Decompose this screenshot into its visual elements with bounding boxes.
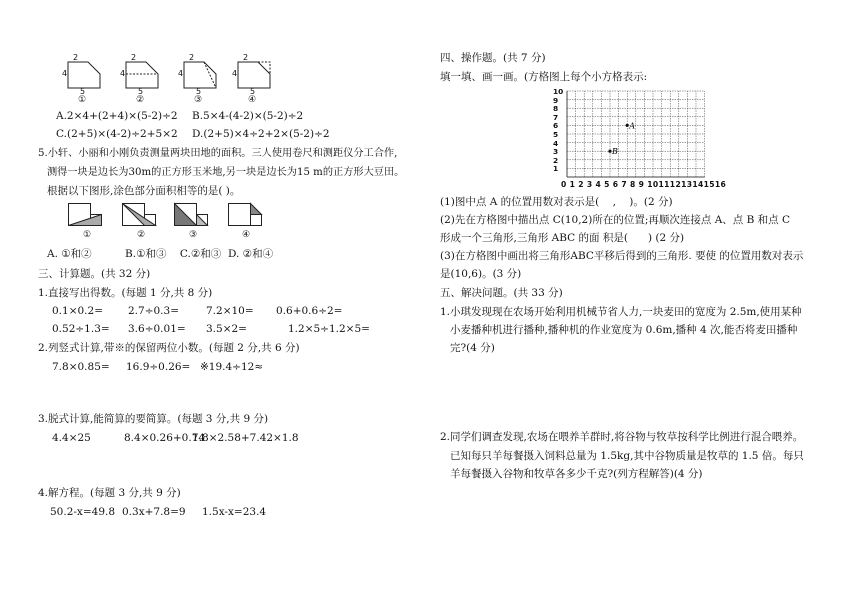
q5-line2: 测得一块是边长为30m的正方形玉米地,另一块是边长为15 m的正方形大豆田。 bbox=[47, 167, 405, 178]
q1-item-6: 3.6÷0.01= bbox=[128, 323, 186, 335]
q5-fig4-label: ④ bbox=[242, 230, 251, 240]
fig1-bottom-dim: 5 bbox=[80, 87, 86, 96]
coordinate-grid bbox=[560, 88, 710, 184]
q2-item-1: 7.8×0.85= bbox=[52, 361, 110, 373]
q5-figure-3 bbox=[174, 203, 218, 227]
sec4-intro: 填一填、画一画。(方格图上每个小方格表示: bbox=[440, 71, 648, 83]
fig4-side-dim: 4 bbox=[232, 69, 238, 78]
op-q2-line1: (2)先在方格图中描出点 C(10,2)所在的位置;再顺次连接点 A、点 B 和点 C bbox=[440, 214, 791, 226]
fig4-bottom-dim: 5 bbox=[250, 87, 256, 96]
sec3-q4-title: 4.解方程。(每题 3 分,共 9 分) bbox=[38, 487, 181, 499]
q2-item-3: ※19.4÷12≈ bbox=[200, 361, 264, 373]
q5-fig1-label: ① bbox=[83, 230, 92, 240]
sec4-title: 四、操作题。(共 7 分) bbox=[440, 52, 546, 64]
y-tick-label: 2 bbox=[553, 155, 559, 165]
q4-option-b: B.5×4-(4-2)×(5-2)÷2 bbox=[192, 110, 304, 122]
y-tick-label: 5 bbox=[553, 130, 559, 139]
p1-line3: 完?(4 分) bbox=[450, 342, 495, 354]
q5-line1: 5.小轩、小丽和小刚负责测量两块田地的面积。三人使用卷尺和测距仪分工合作, bbox=[38, 148, 398, 159]
sec3-q1-title: 1.直接写出得数。(每题 1 分,共 8 分) bbox=[38, 287, 213, 299]
y-tick-label: 7 bbox=[553, 112, 559, 122]
q4-option-a: A.2×4+(2+4)×(5-2)÷2 bbox=[56, 110, 178, 122]
y-tick-label: 6 bbox=[553, 121, 559, 131]
q3-item-3: 1.8×2.58+7.42×1.8 bbox=[192, 432, 299, 444]
fig2-top-dim: 2 bbox=[131, 53, 137, 62]
q5-fig2-label: ② bbox=[137, 230, 146, 240]
fig2-label: ② bbox=[136, 95, 145, 105]
sec3-q3-title: 3.脱式计算,能简算的要简算。(每题 3 分,共 9 分) bbox=[38, 413, 269, 425]
q3-item-1: 4.4×25 bbox=[52, 432, 91, 444]
q4-eq-3: 1.5x-x=23.4 bbox=[202, 506, 267, 518]
q5-figure-2 bbox=[122, 203, 166, 227]
q1-item-7: 3.5×2= bbox=[206, 323, 247, 335]
point-label-b: B bbox=[612, 147, 618, 157]
point-label-a: A bbox=[629, 121, 635, 131]
q1-item-2: 2.7÷0.3= bbox=[128, 305, 179, 317]
q4-option-d: D.(2+5)×4÷2+2×(5-2)÷2 bbox=[192, 128, 330, 140]
fig3-top-dim: 2 bbox=[189, 53, 195, 62]
op-q3-line2: 是(10,6)。(3 分) bbox=[440, 268, 522, 280]
q3-item-2: 8.4×0.26+0.74 bbox=[124, 432, 206, 444]
q5-fig3-label: ③ bbox=[189, 230, 198, 240]
q1-item-8: 1.2×5÷1.2×5= bbox=[288, 323, 370, 335]
op-q2-line2: 形成一个三角形,三角形 ABC 的面 积是( ) (2 分) bbox=[440, 232, 685, 244]
fig4-label: ④ bbox=[248, 95, 257, 105]
sec5-title: 五、解决问题。(共 33 分) bbox=[440, 287, 563, 299]
fig3-label: ③ bbox=[194, 95, 203, 105]
fig1-side-dim: 4 bbox=[62, 69, 68, 78]
y-tick-label: 1 bbox=[553, 164, 559, 174]
y-tick-label: 9 bbox=[553, 95, 559, 105]
q2-item-2: 16.9÷0.26= bbox=[126, 361, 191, 373]
p2-line3: 羊每餐摄入谷物和牧草各多少千克?(列方程解答)(4 分) bbox=[450, 468, 703, 480]
p2-line2: 已知每只羊每餐摄入饲料总量为 1.5kg,其中谷物质量是牧草的 1.5 倍。每只 bbox=[450, 450, 804, 462]
fig4-top-dim: 2 bbox=[243, 53, 249, 62]
p1-line2: 小麦播种机进行播种,播种机的作业宽度为 0.6m,播种 4 次,能否将麦田播种 bbox=[450, 324, 798, 336]
q1-item-4: 0.6+0.6÷2= bbox=[276, 305, 343, 317]
q4-option-c: C.(2+5)×(4-2)÷2+5×2 bbox=[56, 128, 178, 140]
y-tick-label: 8 bbox=[553, 104, 559, 114]
op-q3-line1: (3)在方格图中画出将三角形ABC平移后得到的三角形. 要使 的位置用数对表示 bbox=[440, 250, 804, 262]
q1-item-5: 0.52÷1.3= bbox=[52, 323, 110, 335]
fig2-side-dim: 4 bbox=[120, 69, 126, 78]
fig1-top-dim: 2 bbox=[73, 53, 79, 62]
q5-figure-4 bbox=[228, 203, 272, 227]
q4-eq-2: 0.3x+7.8=9 bbox=[122, 506, 186, 518]
sec3-title: 三、计算题。(共 32 分) bbox=[38, 268, 151, 280]
p2-line1: 2.同学们调查发现,农场在喂养羊群时,将谷物与牧草按科学比例进行混合喂养。 bbox=[440, 431, 804, 443]
op-q1: (1)图中点 A 的位置用数对表示是( , )。(2 分) bbox=[440, 196, 673, 208]
fig3-bottom-dim: 5 bbox=[196, 87, 202, 96]
sec3-q2-title: 2.列竖式计算,带※的保留两位小数。(每题 2 分,共 6 分) bbox=[38, 342, 300, 354]
fig1-label: ① bbox=[78, 95, 87, 105]
y-tick-label: 3 bbox=[553, 147, 559, 157]
q1-item-3: 7.2×10= bbox=[206, 305, 254, 317]
q1-item-1: 0.1×0.2= bbox=[52, 305, 103, 317]
q4-eq-1: 50.2-x=49.8 bbox=[50, 506, 116, 518]
y-tick-label: 4 bbox=[553, 138, 559, 148]
p1-line1: 1.小琪发现现在农场开始利用机械节省人力,一块麦田的宽度为 2.5m,使用某种 bbox=[440, 306, 802, 318]
q5-options: A. ①和② B.①和③ C.②和③ D. ②和④ bbox=[47, 248, 274, 260]
q5-line3: 根据以下图形,涂色部分面积相等的是( )。 bbox=[47, 185, 241, 197]
fig2-bottom-dim: 5 bbox=[138, 87, 144, 96]
q5-figure-1 bbox=[68, 203, 112, 227]
fig3-side-dim: 4 bbox=[178, 69, 184, 78]
grid-x-ticks: 0 1 2 3 4 5 6 7 8 9 10111213141516 bbox=[561, 180, 727, 189]
y-tick-label: 10 bbox=[553, 87, 564, 96]
